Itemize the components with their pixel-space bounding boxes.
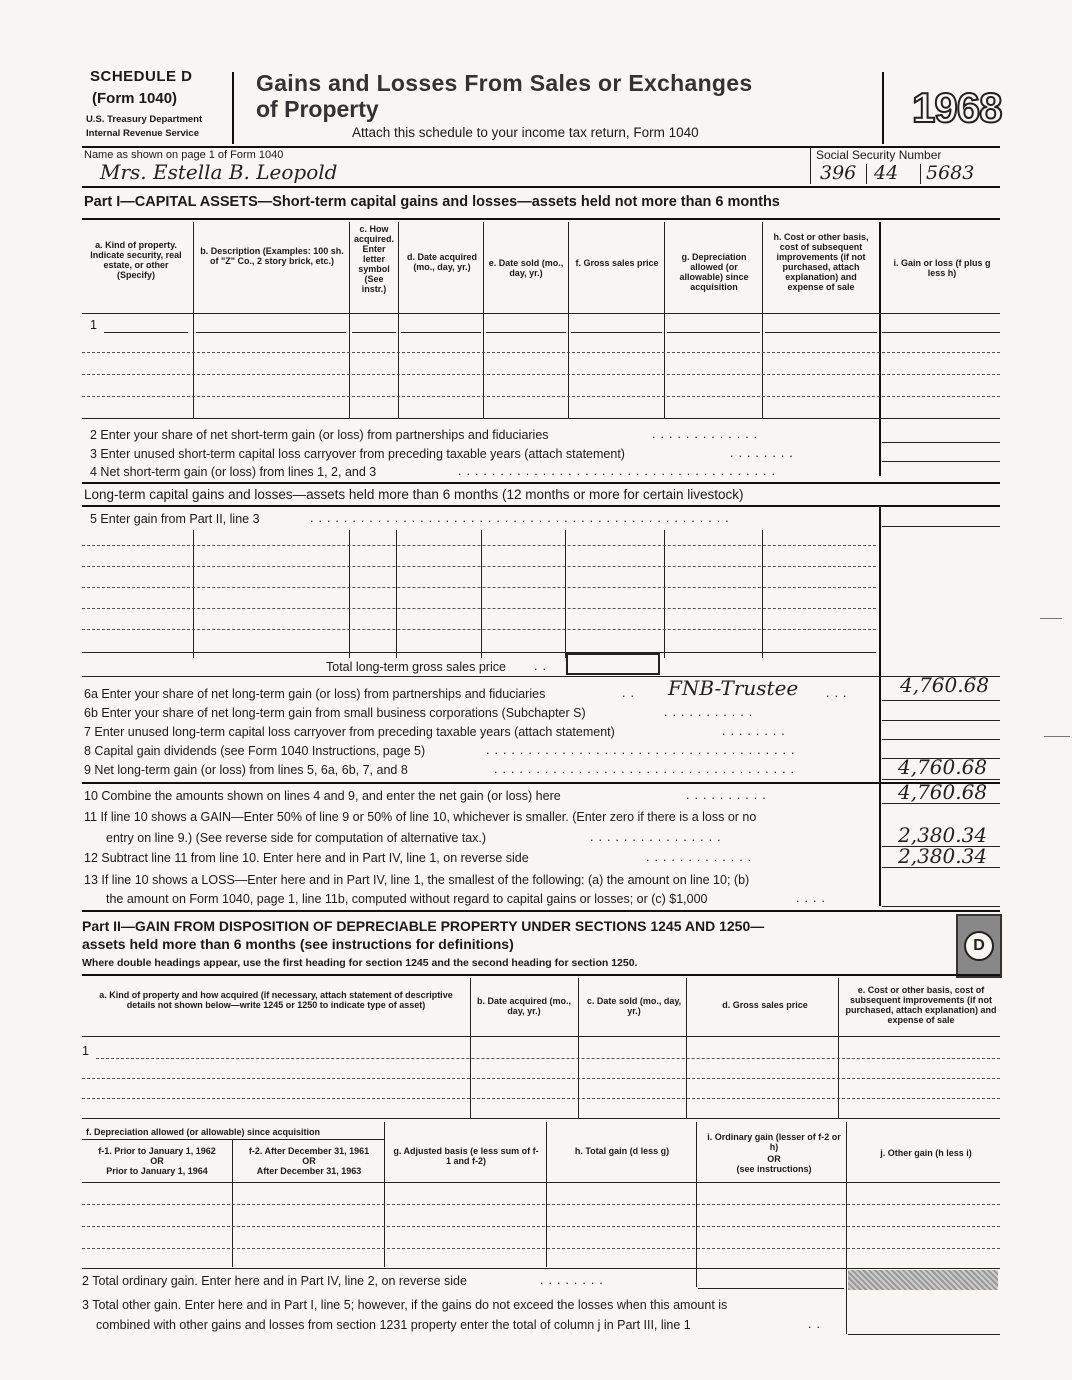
p2-entry-row-1[interactable]	[96, 1058, 1000, 1059]
p2-entry-row-5[interactable]	[82, 1226, 1000, 1227]
p1-line-5: 5 Enter gain from Part II, line 3	[90, 512, 260, 526]
total-long-term-label: Total long-term gross sales price	[326, 660, 506, 674]
p1-col-f-header: f. Gross sales price	[575, 258, 659, 268]
p2-col-b-header: b. Date acquired (mo., day, yr.)	[476, 996, 572, 1016]
p2-col-i-or: OR	[767, 1154, 781, 1164]
p1-line-11: 11 If line 10 shows a GAIN—Enter 50% of line 9 or 50% of line 10, whichever is smaller. (Enter zero if there is a loss or no	[84, 810, 757, 824]
p2-line-2: 2 Total ordinary gain. Enter here and in Part IV, line 2, on reverse side	[82, 1274, 467, 1288]
p2-col-f1-header: f-1. Prior to January 1, 1962	[98, 1146, 216, 1156]
name-label: Name as shown on page 1 of Form 1040	[84, 149, 284, 161]
p1-line-7: 7 Enter unused long-term capital loss carryover from preceding taxable years (attach statement)	[84, 725, 615, 739]
line-12-amount[interactable]: 2,380.34	[898, 844, 988, 868]
p2-col-e-header: e. Cost or other basis, cost of subsequent improvements (if not purchased, attach explanation) and expense of sale	[845, 985, 997, 1025]
attach-instruction: Attach this schedule to your income tax return, Form 1040	[352, 125, 699, 140]
p2-entry-row-4[interactable]	[82, 1204, 1000, 1205]
p2-col-f1-or: OR	[150, 1156, 164, 1166]
p1-row-1-number: 1	[90, 318, 97, 332]
p2-col-c-header: c. Date sold (mo., day, yr.)	[586, 996, 682, 1016]
part2-title: Part II—GAIN FROM DISPOSITION OF DEPRECIABLE PROPERTY UNDER SECTIONS 1245 AND 1250—	[82, 918, 765, 934]
p2-line-3-cont: combined with other gains and losses from section 1231 property enter the total of column j in Part III, line 1	[96, 1318, 691, 1332]
p2-entry-row-3[interactable]	[82, 1098, 1000, 1099]
part1-title: Part I—CAPITAL ASSETS—Short-term capital gains and losses—assets held not more than 6 months	[84, 194, 780, 210]
shaded-box	[848, 1270, 998, 1290]
p1-line-9: 9 Net long-term gain (or loss) from lines 5, 6a, 6b, 7, and 8	[84, 763, 408, 777]
p1-line-11-cont: entry on line 9.) (See reverse side for computation of alternative tax.)	[106, 831, 487, 845]
p2-col-j-header: j. Other gain (h less i)	[880, 1148, 972, 1158]
p1-col-b-header: b. Description (Examples: 100 sh. of "Z" Co., 2 story brick, etc.)	[200, 246, 344, 266]
p1-line-8: 8 Capital gain dividends (see Form 1040 Instructions, page 5)	[84, 744, 426, 758]
p2-entry-row-6[interactable]	[82, 1248, 1000, 1249]
p1-line-6b: 6b Enter your share of net long-term gain from small business corporations (Subchapter S)	[84, 706, 586, 720]
long-term-heading: Long-term capital gains and losses—assets held more than 6 months (12 months or more for certain livestock)	[84, 487, 744, 502]
p1-entry-row-3[interactable]	[82, 374, 1000, 375]
lt-entry-row-1[interactable]	[82, 545, 876, 546]
p2-col-h-header: h. Total gain (d less g)	[574, 1146, 670, 1156]
ssn-part1[interactable]: 396	[820, 162, 857, 184]
schedule-d-badge: D	[956, 914, 1002, 978]
part2-subtitle: assets held more than 6 months (see instructions for definitions)	[82, 936, 514, 952]
line-10-amount[interactable]: 4,760.68	[898, 780, 988, 804]
p1-col-e-header: e. Date sold (mo., day, yr.)	[488, 258, 564, 278]
p2-col-f2-or: OR	[302, 1156, 316, 1166]
p2-col-f2-alt-header: After December 31, 1963	[256, 1166, 362, 1176]
p1-col-a-header: a. Kind of property. Indicate security, real estate, or other (Specify)	[90, 240, 182, 280]
p2-col-f-header: f. Depreciation allowed (or allowable) since acquisition	[86, 1127, 321, 1137]
total-long-term-box[interactable]	[566, 653, 660, 675]
p1-line-4: 4 Net short-term gain (or loss) from lines 1, 2, and 3	[90, 465, 377, 479]
lt-entry-row-5[interactable]	[82, 629, 876, 630]
form-title-line2: of Property	[256, 96, 379, 122]
p1-line-13-cont: the amount on Form 1040, page 1, line 11b, computed without regard to capital gains or losses; or (c) $1,000	[106, 892, 708, 906]
p1-line-3: 3 Enter unused short-term capital loss carryover from preceding taxable years (attach statement)	[90, 447, 625, 461]
irs-label: Internal Revenue Service	[86, 128, 199, 139]
treasury-department: U.S. Treasury Department	[86, 114, 203, 125]
form-title: Gains and Losses From Sales or Exchanges	[256, 70, 753, 96]
p2-col-d-header: d. Gross sales price	[722, 1000, 808, 1010]
ssn-part2[interactable]: 44	[874, 162, 899, 184]
p2-col-f2-header: f-2. After December 31, 1961	[248, 1146, 370, 1156]
line-11-amount[interactable]: 2,380.34	[898, 823, 988, 847]
p2-col-f1-alt-header: Prior to January 1, 1964	[106, 1166, 208, 1176]
p1-entry-row-4[interactable]	[82, 396, 1000, 397]
p1-entry-row-2[interactable]	[82, 352, 1000, 353]
line-9-amount[interactable]: 4,760.68	[898, 755, 988, 779]
p2-col-i-header: i. Ordinary gain (lesser of f-2 or h)	[707, 1132, 841, 1152]
p1-line-2: 2 Enter your share of net short-term gain (or loss) from partnerships and fiduciaries	[90, 428, 549, 442]
p1-col-c-header: c. How acquired. Enter letter symbol (See instr.)	[353, 224, 394, 294]
lt-entry-row-4[interactable]	[82, 608, 876, 609]
p2-col-i-alt-header: (see instructions)	[736, 1164, 812, 1174]
line-6a-note[interactable]: FNB-Trustee	[668, 676, 799, 700]
p1-col-d-header: d. Date acquired (mo., day, yr.)	[406, 252, 478, 272]
p1-col-i-header: i. Gain or loss (f plus g less h)	[893, 258, 991, 278]
tax-year: 1968	[912, 84, 1002, 131]
taxpayer-name[interactable]: Mrs. Estella B. Leopold	[100, 160, 338, 184]
ssn-part3[interactable]: 5683	[926, 162, 975, 184]
form-number: (Form 1040)	[92, 90, 178, 107]
p1-col-h-header: h. Cost or other basis, cost of subsequent improvements (if not purchased, attach explanation) and expense of sale	[773, 232, 869, 292]
p2-entry-row-2[interactable]	[82, 1078, 1000, 1079]
schedule-label: SCHEDULE D	[90, 68, 193, 85]
p1-line-10: 10 Combine the amounts shown on lines 4 and 9, and enter the net gain (or loss) here	[84, 789, 561, 803]
ssn-label: Social Security Number	[816, 148, 942, 162]
p1-line-6a: 6a Enter your share of net long-term gain (or loss) from partnerships and fiduciaries	[84, 687, 546, 701]
p2-col-a-header: a. Kind of property and how acquired (if necessary, attach statement of descriptive details not shown below—write 1245 or 1250 to indicate type of asset)	[99, 990, 453, 1010]
p1-line-12: 12 Subtract line 11 from line 10. Enter here and in Part IV, line 1, on reverse side	[84, 851, 529, 865]
lt-entry-row-3[interactable]	[82, 587, 876, 588]
part2-note: Where double headings appear, use the first heading for section 1245 and the second heading for section 1250.	[82, 957, 638, 969]
line-6a-amount[interactable]: 4,760.68	[900, 673, 990, 697]
p2-row-1-number: 1	[82, 1044, 89, 1058]
lt-entry-row-2[interactable]	[82, 566, 876, 567]
p2-col-g-header: g. Adjusted basis (e less sum of f-1 and f-2)	[393, 1146, 539, 1166]
p1-line-13: 13 If line 10 shows a LOSS—Enter here and in Part IV, line 1, the smallest of the following: (a) the amount on line 10; (b)	[84, 873, 750, 887]
p1-col-g-header: g. Depreciation allowed (or allowable) since acquisition	[679, 252, 749, 292]
p2-line-3: 3 Total other gain. Enter here and in Part I, line 5; however, if the gains do not exceed the losses when this amount is	[82, 1298, 728, 1312]
